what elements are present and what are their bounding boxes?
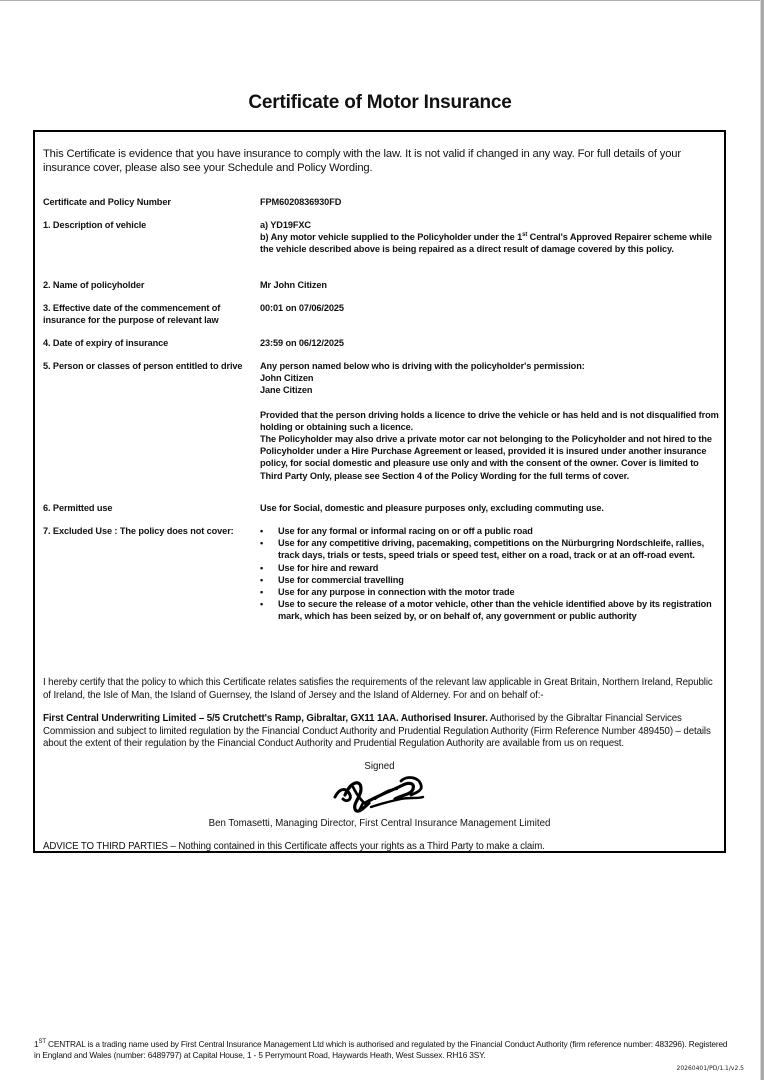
policy-number-value: FPM6020836930FD <box>260 197 342 207</box>
insurer-authorisation: Authorised by the Gibraltar Financial Services Commission and subject to limited regulation by the Financial Conduct Authority and Prudential Regulation Authority (Firm Reference Number 489450) – details about the extent of their regulation by the Financial Conduct Authority and Prudential Regulation Authority are available from us on request. <box>43 713 711 750</box>
brand-superscript: ST <box>38 1039 46 1046</box>
drivers-intro: Any person named below who is driving with the policyholder's permission: <box>260 361 585 371</box>
bullet-icon: • <box>260 574 264 585</box>
signed-label: Signed <box>364 761 395 772</box>
page-title: Certificate of Motor Insurance <box>248 92 512 113</box>
vehicle-registration: a) YD19FXC <box>260 220 311 230</box>
signatory-name: Ben Tomasetti, Managing Director, First Central Insurance Management Limited <box>208 818 551 829</box>
field-label: 7. Excluded Use : The policy does not cover: <box>43 526 234 536</box>
list-item <box>260 586 720 598</box>
drivers-value <box>260 360 720 482</box>
field-label: 5. Person or classes of person entitled to drive <box>43 361 243 371</box>
clause-text: Central's Approved Repairer scheme while the vehicle described above is being repaired as a direct result of damage covered by this policy. <box>260 232 712 255</box>
scrollbar[interactable] <box>760 0 764 1080</box>
clause-text: b) Any motor vehicle supplied to the Policyholder under the 1 <box>260 232 523 243</box>
permitted-use-value: Use for Social, domestic and pleasure purposes only, excluding commuting use. <box>260 503 604 513</box>
field-label: 3. Effective date of the commencement of insurance for the purpose of relevant law <box>43 303 221 326</box>
list-item-text: Use for commercial travelling <box>278 574 404 585</box>
bullet-icon: • <box>260 526 264 536</box>
field-label: 2. Name of policyholder <box>43 280 145 290</box>
excluded-use-list <box>260 525 720 623</box>
list-item <box>260 598 720 622</box>
field-label: 1. Description of vehicle <box>43 220 147 230</box>
vehicle-replacement-clause <box>260 231 720 255</box>
footer-legal-text <box>34 1039 734 1062</box>
clause-superscript: st <box>522 232 528 239</box>
certification-statement: I hereby certify that the policy to which this Certificate relates satisfies the requirements of the relevant law applicable in Great Britain, Northern Ireland, Republic of Ireland, the Isle of Man, the Island of Guernsey, the Island of Jersey and the Island of Alderney. For and on behalf of:- <box>43 677 713 701</box>
list-item-text: Use for any purpose in connection with the motor trade <box>278 587 515 598</box>
list-item-text: Use for any formal or informal racing on or off a public road <box>278 526 533 536</box>
list-item <box>260 574 720 586</box>
bullet-icon: • <box>260 587 264 598</box>
list-item-text: Use to secure the release of a motor vehicle, other than the vehicle identified above by its registration mark, which has been seized by, or on behalf of, any government or public authority <box>278 599 712 622</box>
driver-name: John Citizen <box>260 373 314 384</box>
expiry-date-value: 23:59 on 06/12/2025 <box>260 338 344 348</box>
advice-to-third-parties: ADVICE TO THIRD PARTIES – Nothing contained in this Certificate affects your rights as a Third Party to make a claim. <box>43 841 545 852</box>
field-label: 4. Date of expiry of insurance <box>43 338 169 348</box>
list-item-text: Use for hire and reward <box>278 562 379 573</box>
insurer-details <box>43 713 723 751</box>
document-reference: 20260401/PD/1.1/v2.5 <box>676 1065 744 1072</box>
insurer-name: First Central Underwriting Limited – 5/5 Crutchett's Ramp, Gibraltar, GX11 1AA. Authorised Insurer. <box>43 713 488 724</box>
effective-date-value: 00:01 on 07/06/2025 <box>260 303 344 313</box>
driver-name: Jane Citizen <box>260 385 313 396</box>
list-item-text: Use for any competitive driving, pacemaking, competitions on the Nürburgring Nordschleife, rallies, track days, trials or tests, speed trials or speed test, either on a road, track or at an off-road event. <box>278 538 705 561</box>
list-item <box>260 525 720 537</box>
field-label: 6. Permitted use <box>43 503 113 513</box>
vehicle-value <box>260 219 720 256</box>
page-top-edge <box>0 0 764 1</box>
footer-text: CENTRAL is a trading name used by First Central Insurance Management Ltd which is authorised and regulated by the Financial Conduct Authority (firm reference number: 483296). Registered in England and Wales (number: 6489797) at Capital House, 1 - 5 Perrymount Road, Haywards Heath, West Sussex. RH16 3SY. <box>34 1039 728 1061</box>
intro-text: This Certificate is evidence that you have insurance to comply with the law. It is not valid if changed in any way. For full details of your insurance cover, please also see your Schedule and Policy Wording. <box>43 148 681 174</box>
bullet-icon: • <box>260 562 264 573</box>
list-item <box>260 537 720 561</box>
signature-icon <box>331 773 431 817</box>
bullet-icon: • <box>260 599 264 610</box>
certificate-box <box>33 130 726 853</box>
drivers-condition-other-car: The Policyholder may also drive a private motor car not belonging to the Policyholder and not hired to the Policyholder under a Hire Purchase Agreement or leased, provided it is insured under another insurance policy, for social domestic and pleasure use only and with the consent of the owner. Cover is limited to Third Party Only, please see Section 4 of the Policy Wording for the full terms of cover. <box>260 434 712 481</box>
excluded-use-value <box>260 525 720 623</box>
list-item <box>260 562 720 574</box>
policyholder-value: Mr John Citizen <box>260 280 327 290</box>
drivers-condition-licence: Provided that the person driving holds a licence to drive the vehicle or has held and is not disqualified from holding or obtaining such a licence. <box>260 409 719 432</box>
field-label: Certificate and Policy Number <box>43 197 171 207</box>
brand-number: 1 <box>34 1039 39 1049</box>
bullet-icon: • <box>260 538 264 549</box>
